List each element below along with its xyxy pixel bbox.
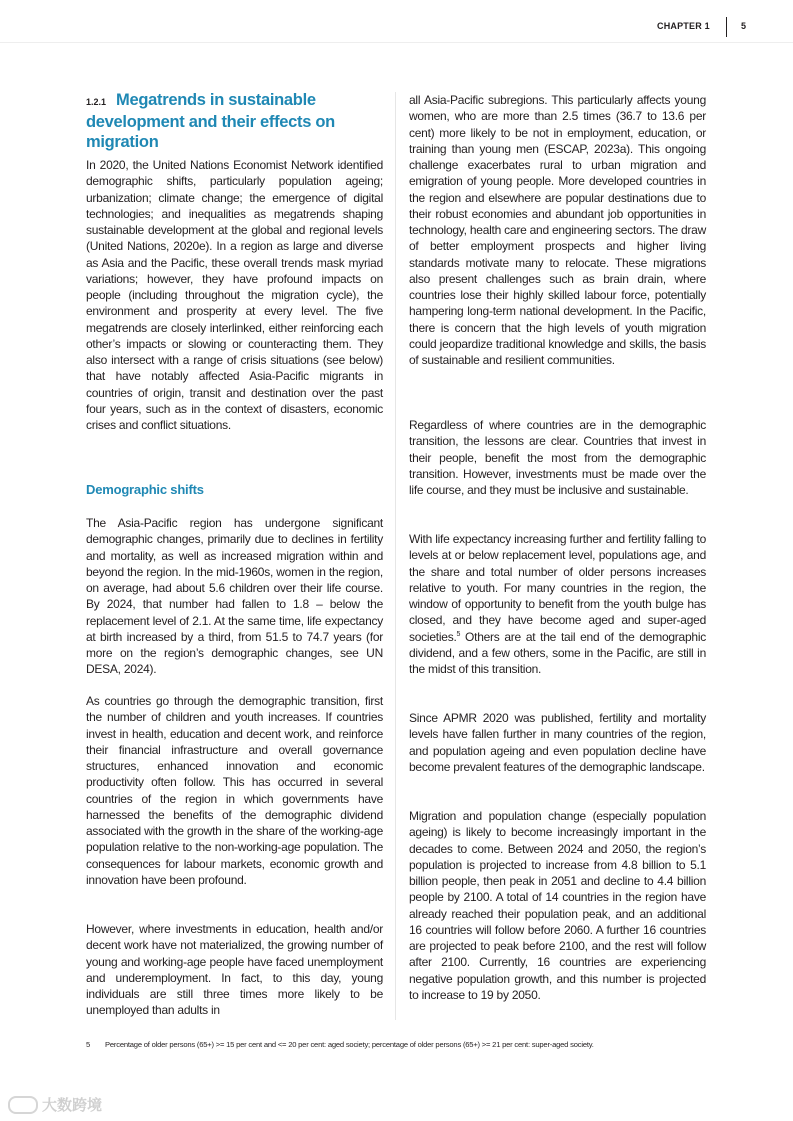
footnote bbox=[86, 1040, 594, 1049]
body-paragraph: Migration and population change (especially population ageing) is likely to become increasingly important in the decades to come. Between 2024 and 2050, the region’s population is projected to increase from 4.8 billion to 5.1 billion people, then peak in 2051 and decline to 4.4 billion people by 2100. A total of 14 countries in the region have already reached their population peak, and an additional 16 countries will follow before 2060. A further 16 countries are projected to peak before 2100, and the rest will follow after 2100. Currently, 16 countries are experiencing negative population growth, and this number is projected to increase to 19 by 2050. bbox=[409, 809, 706, 1002]
footnote-text: Percentage of older persons (65+) >= 15 per cent and <= 20 per cent: aged society; percentage of older persons (65+) >= 21 per cent: super-aged society. bbox=[105, 1040, 594, 1049]
footnote-reference[interactable]: 5 bbox=[456, 630, 461, 638]
body-paragraph: Regardless of where countries are in the demographic transition, the lessons are clear. Countries that invest in their people, benefit the most from the demographic transition. However, investments must be made over the life course, and they must be inclusive and sustainable. bbox=[409, 418, 706, 497]
page-number: 5 bbox=[741, 21, 747, 31]
body-paragraph: The Asia-Pacific region has undergone significant demographic changes, primarily due to declines in fertility and mortality, as well as increased migration within and beyond the region. In the mid-1960s, women in the region, on average, had about 5.6 children over their life course. By 2024, that number had fallen to 1.8 – below the replacement level of 2.1. At the same time, life expectancy at birth increased by a third, from 51.5 to 74.7 years (for more on the region’s demographic changes, see UN DESA, 2024). bbox=[86, 516, 383, 677]
watermark-text: 大数跨境 bbox=[42, 1097, 103, 1114]
body-paragraph: However, where investments in education, health and/or decent work have not materialized, the growing number of young and working-age people have faced unemployment and underemployment. In fact, to this day, young individuals are still three times more likely to be unemployed than adults in bbox=[86, 922, 383, 1018]
header-rule bbox=[0, 42, 793, 43]
paragraph-text: With life expectancy increasing further and fertility falling to levels at or below replacement level, populations age, and the share and total number of older persons increases relative to youth. For many countries in the region, the window of opportunity to benefit from the youth bulge has closed, and they have become aged and super-aged societies. bbox=[409, 532, 706, 644]
paragraph-text: Others are at the tail end of the demographic dividend, and a few others, some in the Pacific, are still in the midst of this transition. bbox=[409, 629, 706, 676]
watermark bbox=[8, 1094, 102, 1115]
section-title: Megatrends in sustainable development and their effects on migration bbox=[86, 91, 335, 151]
body-paragraph: Since APMR 2020 was published, fertility and mortality levels have fallen further in many countries of the region, and population ageing and even population decline have become prevalent features of the demographic landscape. bbox=[409, 711, 706, 774]
body-paragraph: As countries go through the demographic transition, first the number of children and youth increases. If countries invest in health, education and decent work, and reinforce their financial infrastructure and overall governance structures, enhanced innovation and economic productivity often follow. This has occurred in several countries of the region in which governments have harnessed the benefits of the demographic dividend associated with the growth in the share of the working-age population relative to the non-working-age population. The consequences for labour markets, economic growth and innovation have been profound. bbox=[86, 694, 383, 887]
header-separator bbox=[726, 17, 727, 37]
footnote-number: 5 bbox=[86, 1040, 91, 1049]
intro-paragraph: In 2020, the United Nations Economist Network identified demographic shifts, particularly population ageing; urbanization; climate change; the emergence of digital technologies; and inequalities as megatrends shaping sustainable development at the global and regional levels (United Nations, 2020e). In a region as large and diverse as Asia and the Pacific, these overall trends mask myriad variations; however, they have profound impacts on people (including throughout the migration cycle), the environment and prosperity at every level. The five megatrends are closely interlinked, either reinforcing each other’s impacts or slowing or counteracting them. They also intersect with a range of crisis situations (see below) that have notably affected Asia-Pacific migrants in countries of origin, transit and destination over the past four years, such as in the context of disasters, economic crises and conflict situations. bbox=[86, 158, 383, 432]
section-number: 1.2.1 bbox=[86, 97, 107, 107]
body-paragraph bbox=[409, 531, 706, 677]
body-paragraph: all Asia-Pacific subregions. This particularly affects young women, who are more than 2.5 times (36.7 to 13.6 per cent) more likely to be not in employment, education, or training than young men (ESCAP, 2023a). This ongoing challenge exacerbates rural to urban migration and emigration of young people. More developed countries in the region and elsewhere are popular destinations due to their robust economies and abundant job opportunities in technology, health care and engineering sectors. The draw of better employment prospects and higher living standards motivate many to relocate. These migrations also present challenges such as brain drain, where countries lose their highly skilled labour force, potentially hampering long-term national development. In the Pacific, there is concern that the high levels of youth migration could jeopardize traditional knowledge and skills, the basis of sustainable and resilient communities. bbox=[409, 93, 706, 367]
section-heading bbox=[86, 90, 386, 152]
watermark-logo-icon bbox=[8, 1096, 38, 1114]
chapter-label: CHAPTER 1 bbox=[657, 21, 710, 31]
subsection-heading: Demographic shifts bbox=[86, 482, 204, 497]
column-divider bbox=[395, 92, 396, 1020]
